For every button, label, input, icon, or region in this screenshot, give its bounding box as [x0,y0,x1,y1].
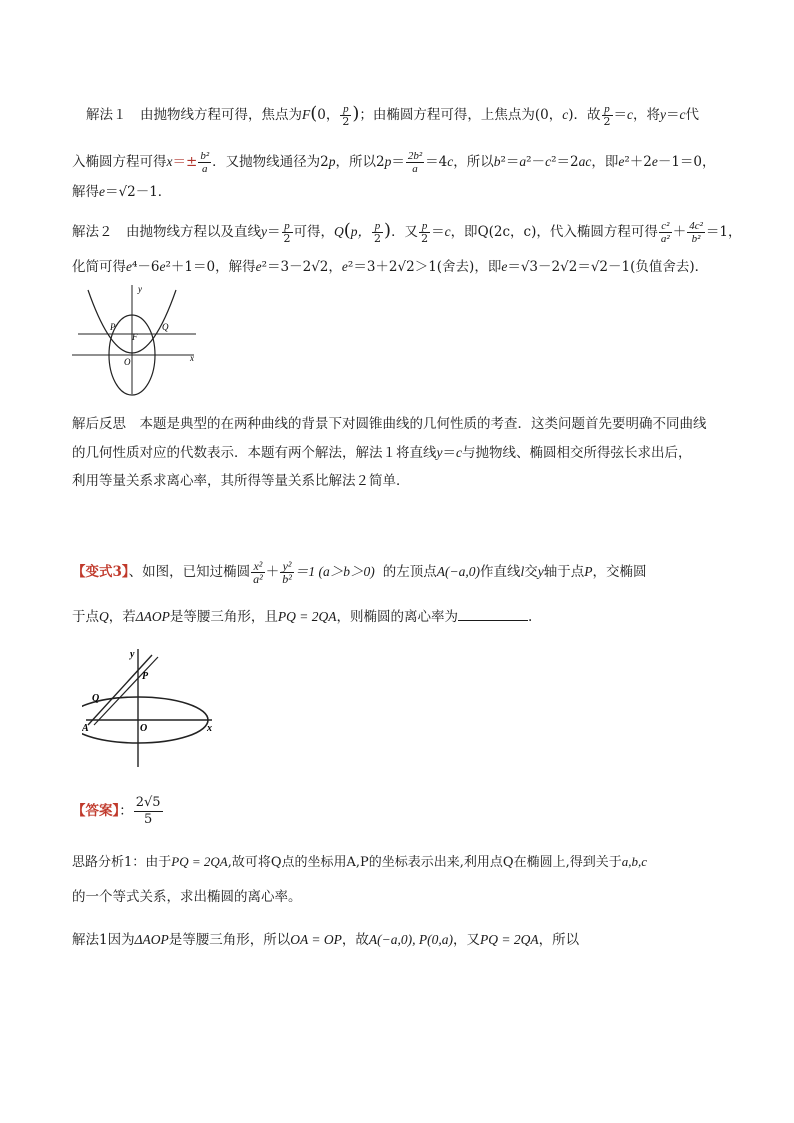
numerator: 2√5 [135,795,161,810]
math-var: p， [350,224,372,239]
label-A: A [82,723,89,734]
text: . [528,609,533,625]
fraction [406,150,424,175]
text: ²＝3＋2 [347,259,398,275]
math-vars: a,b,c [621,854,647,869]
answer-line [72,795,164,828]
math-var: y [660,107,667,122]
text: 是等腰三角形，所以 [168,932,291,948]
text: Q [477,224,489,240]
text: 思路分析1：由于 [72,855,172,870]
text: 化简可得 [72,259,126,275]
math-var: l [520,564,525,579]
reflection-line2 [72,443,692,463]
solution1-line2 [72,150,716,175]
variant-line1: 【变式3】、如图，已知过椭圆 $\frac{\text{x²}}{\text{a²}}$ ＋ $\frac{\text{y²}}{\text{b²}}$ ＝1 (a＞b＞0) 的左顶点A(−a,0)作直线l交y轴于点P，交椭圆 [72,559,647,586]
math-expr: ΔAOP [135,609,170,624]
numerator: p [282,220,293,233]
math-expr: OA = OP [290,932,342,947]
solution1-line1: 解法１ 由抛物线方程可得，焦点为F(0， $\frac{p}{2}$ )；由椭圆方程可得，上焦点为(0，c)．故 $\frac{p}{2}$ ＝c，将y＝c代 [86,103,700,128]
math-var: y [436,445,443,460]
denominator: 2 [603,115,611,128]
math-var: e [618,154,625,169]
math-var: c [447,154,454,169]
text: 入椭圆方程可得 [72,154,167,170]
fraction [198,150,211,175]
text: )．故 [568,107,601,123]
numerator: c² [659,220,672,233]
math-var: p [384,154,392,169]
numerator: y² [280,560,294,573]
text: ，则椭圆的离心率为 [336,609,459,625]
fraction [687,220,705,245]
denominator: a² [660,233,670,245]
line-l [88,655,152,725]
text: 可得， [293,224,334,240]
math-var: e [255,259,262,274]
text: ＞1(舍去)，即 [414,259,502,275]
math-var: y [261,224,267,239]
math-var: c [679,107,686,122]
text: 作直线 [479,564,521,580]
text: ,故可将Q点的坐标用A,P的坐标表示出来,利用点Q在椭圆上,得到关于 [227,855,622,870]
text: ，将 [633,107,661,123]
numerator: p [602,103,613,116]
denominator: b² [691,233,701,245]
text: 0， [317,107,340,123]
math-var: e [99,184,105,199]
vector-equation: PQ = 2QA [479,932,539,947]
text: ＝ [431,224,445,240]
label-P: P [110,322,116,332]
math-var: Q [99,609,109,624]
numerator: p [372,220,383,233]
fraction [280,560,294,585]
text: ＝ [613,107,628,123]
solution2-line1: 解法２ 由抛物线方程以及直线y＝ $\frac{p}{2}$ 可得，Q(p， $\frac{p}{2}$ )．又 $\frac{p}{2}$ ＝c，即Q(2c，c)，代入椭圆方程可得 $\frac{\text{c²}}{\text{a²}}$ ＋ $\frac{\text{4c²}}{\text{b²}}$ ＝1， [72,220,742,245]
text: (2c，c)，代入椭圆方程可得 [488,224,658,240]
label-Q: Q [92,693,100,704]
math-var: c [562,107,569,122]
text: 解法１ 由抛物线方程可得，焦点为 [86,107,302,123]
solution1-line3 [72,182,171,202]
numerator: 2b² [407,150,423,162]
text: ＝ [267,224,281,240]
vector-equation: PQ = 2QA [171,854,228,869]
text: ，若 [108,609,136,625]
figure-parabola-ellipse [72,282,202,397]
label-y: y [130,649,135,660]
text: ＝ [105,184,119,200]
variant-tag: 【变式3】 [72,564,129,580]
text: ²－ [526,154,546,170]
text: 于点 [72,609,99,625]
text: ²＝ [500,154,520,170]
text: ＝± [172,154,198,170]
label-F: F [132,332,138,342]
math-var: e [159,259,166,274]
sqrt: √3－2√2 [520,259,578,275]
text: ＝ [391,154,405,170]
math-var: ac [578,154,592,169]
reflection-line3: 利用等量关系求离心率，其所得等量关系比解法２简单． [72,473,410,489]
math-expr: A(−a,0) [436,564,480,579]
math-var: e [341,259,348,274]
text: ： [119,803,133,819]
math-var: Q [334,224,344,239]
fraction [340,103,351,128]
math-expr: A(−a,0), P(0,a) [368,932,453,947]
text: ＝ [577,259,591,275]
math-var: P [584,564,593,579]
math-var: c [627,107,634,122]
text: ，故 [341,932,369,948]
fraction [419,220,430,245]
numerator: x² [251,560,265,573]
text: ．又抛物线通径为2 [212,154,329,170]
sqrt: √2 [397,259,415,275]
label-Q: Q [162,322,169,332]
text: 解法1因为 [72,932,135,948]
text: ，所以 [453,154,494,170]
text: 、如图，已知过椭圆 [128,564,251,580]
sqrt: √2 [311,259,329,275]
math-var: a [519,154,527,169]
reflection-line1: 解后反思 本题是典型的在两种曲线的背景下对圆锥曲线的几何性质的考查．这类问题首先要明确不同曲线 [72,416,707,432]
text: ，即 [450,224,478,240]
numerator: 4c² [689,220,703,232]
line-l-parallel [94,657,158,725]
text: ＝ [507,259,521,275]
math-var: c [545,154,552,169]
fraction [372,220,383,245]
text: ＋ [672,224,687,240]
label-P: P [142,671,149,682]
text: ， [328,259,342,275]
variant-solution-line1 [72,930,579,950]
math-var: e [501,259,508,274]
text: 解得 [72,184,99,200]
denominator: a² [253,572,263,586]
text: ；由椭圆方程可得，上焦点为(0， [359,107,563,123]
numerator: b² [200,150,210,162]
text: 与抛物线、椭圆相交所得弦长求出后， [462,445,692,461]
text: 解法２ 由抛物线方程以及直线 [72,224,261,240]
text: 的左顶点 [382,564,437,580]
denominator: 2 [421,232,429,245]
text: 是等腰三角形，且 [169,609,278,625]
math-var: c [444,224,451,239]
fraction [282,220,293,245]
label-y: y [138,284,142,294]
numerator: p [419,220,430,233]
math-var: e [651,154,658,169]
label-x: x [190,353,194,363]
text: 轴于点 [543,564,585,580]
denominator: b² [282,572,292,586]
math-expr: ΔAOP [134,932,169,947]
text: ，交椭圆 [592,564,647,580]
text: ，所以 [538,932,580,948]
text: ²＋2 [624,154,652,170]
fraction [251,560,265,585]
text: 交 [524,564,538,580]
sqrt: √2 [590,259,609,275]
math-var: F [302,107,311,122]
text: －1(负值舍去)． [608,259,709,275]
answer-label: 【答案】 [72,803,120,819]
fraction [602,103,613,128]
denominator: 2 [374,232,382,245]
text: 的几何性质对应的代数表示．本题有两个解法，解法１将直线 [72,445,437,461]
text: ，即 [591,154,619,170]
text: ⁴－6 [132,259,160,275]
answer-blank[interactable] [458,606,528,621]
analysis-line1 [72,852,647,873]
denominator: 5 [144,812,153,827]
text: ，所以2 [335,154,385,170]
text: ＝ [442,445,456,461]
text: ＝1， [705,224,742,240]
variant-line2 [72,606,532,627]
denominator: a [412,163,418,175]
text: 代 [685,107,700,123]
equation: ＝1 (a＞b＞0) [294,564,375,579]
solution2-line2 [72,257,708,277]
fraction [659,220,672,245]
text: ＝ [666,107,680,123]
sqrt: √2 [118,184,136,200]
math-var: p [328,154,336,169]
text: －1． [135,184,172,200]
numerator: p [340,103,351,116]
text: ．又 [391,224,419,240]
label-O: O [140,723,148,734]
math-var: c [456,445,462,460]
figure-ellipse-line [82,645,222,770]
text: ＝4 [425,154,448,170]
label-O: O [124,357,131,367]
answer-fraction [134,795,163,828]
vector-equation: PQ = 2QA [277,609,337,624]
analysis-line2: 的一个等式关系，求出椭圆的离心率。 [72,889,302,905]
text: ，又 [452,932,480,948]
text: －1＝0， [657,154,716,170]
math-var: x [166,154,173,169]
denominator: 2 [283,232,291,245]
text: ²＝3－2 [261,259,312,275]
text: ²＋1＝0，解得 [165,259,256,275]
denominator: a [201,163,208,175]
label-x: x [207,723,212,734]
math-var: b [493,154,501,169]
math-var: e [126,259,132,274]
math-var: y [537,564,544,579]
denominator: 2 [342,115,350,128]
text: ²＝2 [551,154,579,170]
